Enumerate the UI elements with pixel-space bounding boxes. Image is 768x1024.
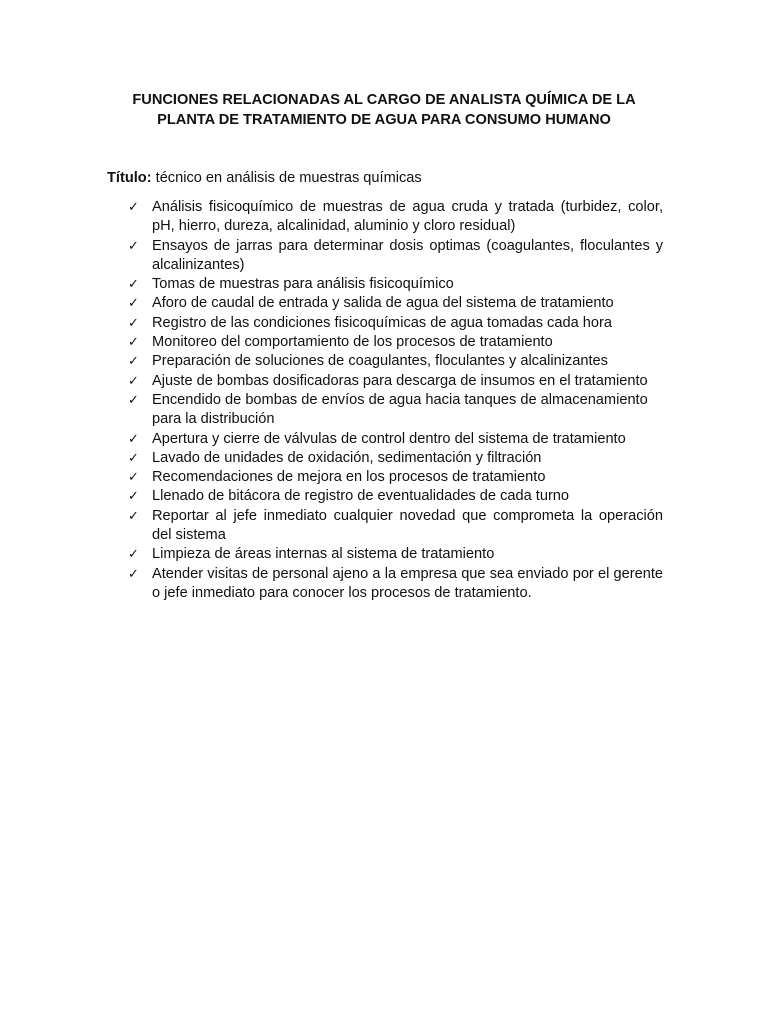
list-item: [128, 198, 663, 237]
check-icon: ✓: [128, 470, 139, 486]
list-item-text: Reportar al jefe inmediato cualquier novedad que comprometa la operación del sistema: [152, 507, 663, 544]
list-item-text: Preparación de soluciones de coagulantes, floculantes y alcalinizantes: [152, 353, 608, 370]
document-title-line-2: PLANTA DE TRATAMIENTO DE AGUA PARA CONSUMO HUMANO: [157, 111, 611, 128]
check-icon: ✓: [128, 277, 139, 293]
list-item-text: Recomendaciones de mejora en los procesos de tratamiento: [152, 469, 546, 486]
list-item: [128, 449, 663, 468]
list-item: [128, 314, 663, 333]
list-item: [128, 545, 663, 564]
list-item-text: Tomas de muestras para análisis fisicoquímico: [152, 276, 454, 293]
functions-list: [128, 198, 663, 603]
list-item: [128, 391, 663, 430]
list-item-text: Lavado de unidades de oxidación, sedimentación y filtración: [152, 449, 542, 466]
list-item-text: Llenado de bitácora de registro de eventualidades de cada turno: [152, 488, 570, 505]
check-icon: ✓: [128, 296, 139, 312]
list-item-text: Ajuste de bombas dosificadoras para descarga de insumos en el tratamiento: [152, 372, 648, 389]
check-icon: ✓: [128, 489, 139, 505]
check-icon: ✓: [128, 354, 139, 370]
check-icon: ✓: [128, 315, 139, 331]
list-item: [128, 487, 663, 506]
list-item: [128, 468, 663, 487]
check-icon: ✓: [128, 335, 139, 351]
list-item-text: Apertura y cierre de válvulas de control dentro del sistema de tratamiento: [152, 430, 626, 447]
subtitle: [107, 169, 667, 189]
document-title-line-1: FUNCIONES RELACIONADAS AL CARGO DE ANALISTA QUÍMICA DE LA: [132, 92, 636, 108]
list-item: [128, 430, 663, 449]
check-icon: ✓: [128, 200, 139, 215]
list-item-text: Atender visitas de personal ajeno a la empresa que sea enviado por el gerente o jefe inmediato para conocer los procesos de tratamiento.: [152, 565, 663, 601]
check-icon: ✓: [128, 392, 139, 408]
list-item-text: Registro de las condiciones fisicoquímicas de agua tomadas cada hora: [152, 314, 612, 331]
check-icon: ✓: [128, 431, 139, 447]
subtitle-label: Título:: [107, 170, 152, 186]
list-item: [128, 237, 663, 276]
list-item-text: Aforo de caudal de entrada y salida de agua del sistema de tratamiento: [152, 295, 614, 312]
list-item: [128, 275, 663, 294]
list-item-text: Limpieza de áreas internas al sistema de tratamiento: [152, 546, 495, 563]
list-item: [128, 333, 663, 352]
list-item-text: Ensayos de jarras para determinar dosis optimas (coagulantes, floculantes y alcalinizantes): [152, 237, 663, 273]
list-item: [128, 294, 663, 313]
list-item: [128, 507, 663, 546]
list-item: [128, 352, 663, 371]
subtitle-value: técnico en análisis de muestras químicas: [155, 170, 422, 186]
check-icon: ✓: [128, 508, 139, 524]
list-item: [128, 372, 663, 391]
check-icon: ✓: [128, 238, 139, 254]
list-item-text: Encendido de bombas de envíos de agua hacia tanques de almacenamiento para la distribución: [152, 391, 648, 428]
document-title: [100, 91, 668, 130]
list-item-text: Análisis fisicoquímico de muestras de agua cruda y tratada (turbidez, color, pH, hierro, dureza, alcalinidad, aluminio y cloro residual): [152, 199, 663, 235]
check-icon: ✓: [128, 450, 139, 466]
check-icon: ✓: [128, 373, 139, 389]
list-item: [128, 565, 663, 604]
check-icon: ✓: [128, 547, 139, 563]
list-item-text: Monitoreo del comportamiento de los procesos de tratamiento: [152, 334, 553, 351]
check-icon: ✓: [128, 566, 139, 582]
